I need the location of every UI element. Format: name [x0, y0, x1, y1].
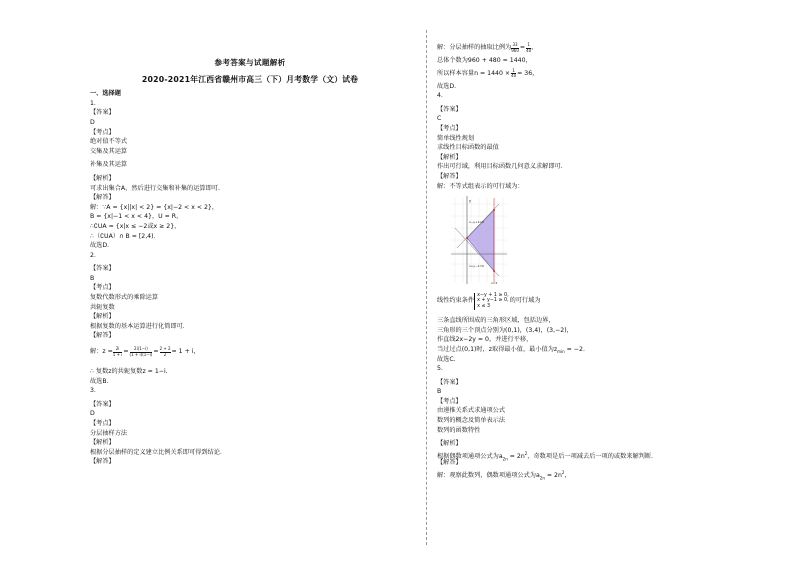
text-line: 2.	[90, 251, 96, 259]
text-line: 复数代数形式的乘除运算	[90, 294, 159, 302]
column-divider	[426, 30, 427, 545]
text-line: 数列的函数特性	[437, 426, 481, 434]
text-line: 根据分层抽样的定义建立比例关系即可得到结论．	[90, 448, 227, 456]
text-line: 由递推关系式求通项公式	[437, 407, 506, 415]
text-line: 数列的概念及简单表示法	[437, 417, 506, 425]
graph-label: x+y−1=0	[469, 264, 484, 269]
left-column	[90, 58, 410, 467]
text-line: B	[437, 388, 442, 396]
text-line: 【解答】	[437, 172, 462, 180]
text-line: 【解析】	[90, 439, 115, 447]
text-line: ∴∁UA = {x|x ≤ −2或x ≥ 2}，	[90, 222, 181, 230]
text-line: 【答案】	[90, 400, 115, 408]
text-line: 【考点】	[90, 284, 115, 292]
text-line: 【解析】	[437, 153, 462, 161]
text-line: 作直线2x−2y = 0，并进行平移，	[437, 336, 533, 344]
text-line: C	[437, 115, 442, 123]
fraction: $\frac{2i(1-i)}{(1 + i)(1-i)}$	[129, 346, 153, 357]
equation-line: 解：分层抽样的抽取比例为 $\frac{33}{960}$ = $\frac{1}{40}$ ，	[437, 42, 538, 53]
text-line: 【解答】	[90, 194, 115, 202]
text-line: 【解析】	[90, 313, 115, 321]
text-line: 1.	[90, 99, 96, 107]
text-line: B = {x|−1 < x < 4}，U = R，	[90, 213, 183, 221]
text-line: 故选C.	[437, 355, 456, 363]
text-line: 【解答】	[437, 459, 462, 467]
text-line: B	[90, 274, 95, 282]
text-line: ∴ 复数z的共轭复数z = 1−i.	[90, 368, 168, 376]
text-line: 根据偶数项通项公式为$a_{2n} = 2n^2$，奇数项是后一项减去后一项的或数来解判断.	[437, 450, 654, 462]
graph-svg	[449, 194, 509, 286]
text-line: 5.	[437, 365, 443, 373]
text-line: 3.	[90, 387, 96, 395]
fraction: $\frac{1}{40}$	[526, 42, 532, 53]
text-line: 【答案】	[437, 105, 462, 113]
fraction: $\frac{2 + 2}{2}$	[159, 346, 171, 357]
text-line: 解：观察此数列，偶数项通项公式为$a_{2n} = 2n^2$，	[437, 470, 571, 481]
text-line: 4.	[437, 92, 443, 100]
text-line: 解：∵A = {x||x| < 2} = {x|−2 < x < 2}，	[90, 203, 219, 211]
text-line: 根据复数的基本运算进行化简即可.	[90, 322, 185, 330]
text-line: 解：不等式组表示的可行域为：	[437, 182, 524, 190]
feasible-region-graph	[449, 194, 509, 286]
text-line: 求线性目标函数的最值	[437, 144, 499, 152]
text-line: 交集及其运算	[90, 147, 128, 155]
section-heading: 一、选择题	[90, 90, 121, 98]
text-line: 【解答】	[90, 458, 115, 466]
exam-title: 2020-2021年江西省赣州市高三（下）月考数学（文）试卷	[141, 74, 359, 84]
text-line: 【解析】	[437, 440, 462, 448]
text-line: 【解析】	[90, 174, 115, 182]
text-line: ∴（∁UA）∩ B = [2,4)．	[90, 232, 160, 240]
text-line: 分层抽样方法	[90, 429, 128, 437]
graph-label: x=3	[491, 281, 498, 286]
text-line: 故选D.	[437, 82, 457, 90]
text-line: D	[90, 410, 95, 418]
text-line: 【答案】	[90, 265, 115, 273]
page-title: 参考答案与试题解析	[214, 58, 286, 67]
equation-line: 解：z = $\frac{2i}{1 + i}$ = $\frac{2i(1-i)}{(1 + i)(1-i)}$ = $\frac{2 + 2}{2}$ = 1 + i，	[90, 346, 200, 357]
inequality-system: x−y + 1 ≥ 0, x + y−1 ≥ 0, x ≤ 3	[474, 293, 508, 310]
text-line: 【答案】	[90, 109, 115, 117]
text-line: 故选D．	[90, 242, 114, 250]
right-column	[437, 40, 767, 481]
fraction: $\frac{1}{40}$	[511, 67, 517, 79]
text-line: 简单线性规划	[437, 134, 475, 142]
text-line: D	[90, 118, 95, 126]
text-line: 可求出集合A，然后进行交集和补集的运算即可.	[90, 184, 220, 192]
fraction: $\frac{2i}{1 + i}$	[112, 346, 123, 357]
text-line: 总体个数为960 + 480 = 1440，	[437, 57, 532, 64]
text-line: 【解答】	[90, 332, 115, 340]
text-line: 绝对值不等式	[90, 138, 128, 146]
text-line: 【考点】	[90, 420, 115, 427]
text-line: 【考点】	[90, 128, 115, 136]
equation-prefix: 解：z =	[90, 348, 113, 356]
text-line: 【答案】	[437, 378, 462, 386]
text-line: 当过过点(0,1)时，z取得最小值，最小值为$z_{min} = -2$.	[437, 345, 585, 355]
text-line: 补集及其运算	[90, 161, 128, 169]
text-line: 三角形的三个顶点分别为(0,1)，(3,4)，(3,−2)，	[437, 326, 573, 334]
text-line: 三条直线所围成的三角形区域，包括边界，	[437, 317, 555, 325]
fraction: $\frac{33}{960}$	[511, 42, 519, 53]
text-line: 【考点】	[437, 397, 462, 405]
constraint-line: 线性约束条件 x−y + 1 ≥ 0, x + y−1 ≥ 0, x ≤ 3 的可行域为	[437, 292, 541, 309]
equation-line: 所以样本容量n = 1440 × $\frac{1}{40}$ = 36，	[437, 67, 539, 79]
text-line: 共轭复数	[90, 303, 115, 311]
graph-label: y	[469, 199, 472, 204]
text-line: 故选B.	[90, 377, 109, 385]
text-line: 作出可行域，利用目标函数几何意义求解即可.	[437, 163, 563, 171]
text-line: 【考点】	[437, 124, 462, 132]
graph-label: x−y+1=0	[469, 220, 484, 225]
